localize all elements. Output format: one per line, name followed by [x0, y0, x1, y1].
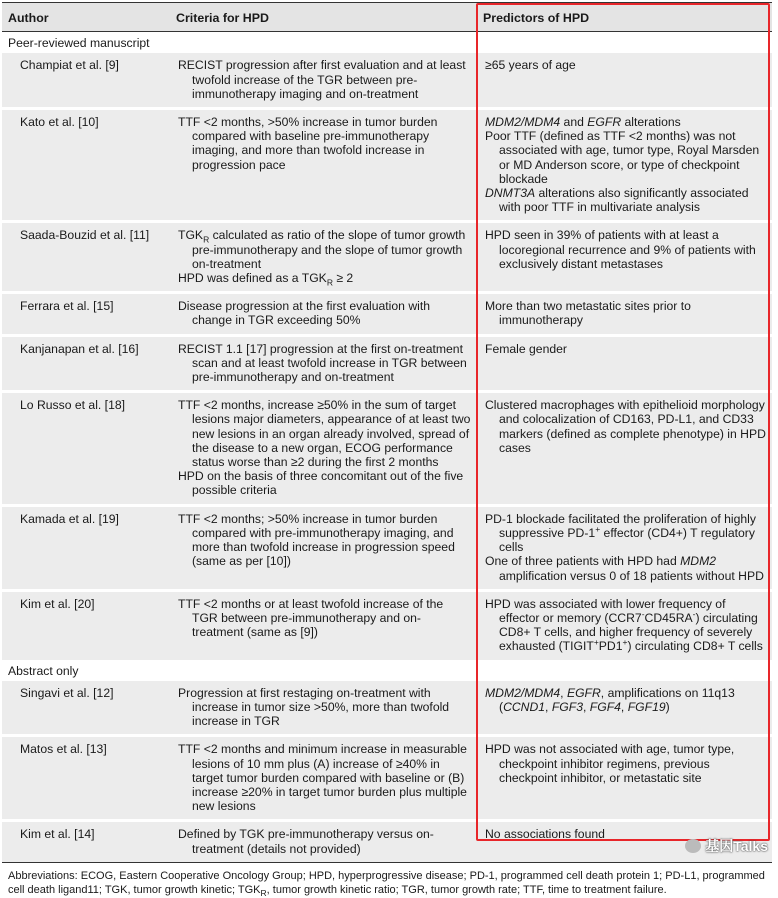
predictor-text: More than two metastatic sites prior to immunotherapy: [485, 299, 691, 328]
table-row: [2, 392, 772, 505]
text-span: , amplifications on 11q13 (: [499, 685, 735, 714]
table-header-row: [2, 3, 772, 32]
criteria-text: TTF <2 months and minimum increase in measurable lesions of 10 mm plus (A) increase of ≥40% in target tumor burden compared with baseline or (B) increase ≥20% in target tumor burden plus multiple new lesions: [178, 742, 467, 814]
author-cell: Lo Russo et al. [18]: [2, 392, 170, 505]
table-row: [2, 681, 772, 736]
subscript: R: [326, 277, 333, 288]
table-row: [2, 821, 772, 862]
section-row: [2, 32, 772, 54]
criteria-text: Progression at first restaging on-treatment with increase in tumor size >50%, more than twofold increase in TGR: [178, 685, 450, 729]
criteria-text: HPD on the basis of three concomitant out of the five possible criteria: [178, 469, 464, 498]
watermark-text: 基因Talks: [705, 838, 768, 854]
criteria-cell: [170, 505, 477, 590]
text-span: , tumor growth kinetic ratio; TGR, tumor growth rate; TTF, time to treatment failure.: [266, 883, 667, 896]
author-cell: Kim et al. [20]: [2, 590, 170, 659]
table-row: [2, 505, 772, 590]
author-cell: Kato et al. [10]: [2, 109, 170, 222]
predictor-cell: [477, 109, 772, 222]
predictor-text: [485, 554, 766, 582]
author-cell: Singavi et al. [12]: [2, 681, 170, 736]
author-cell: Saada-Bouzid et al. [11]: [2, 222, 170, 293]
criteria-cell: [170, 736, 477, 821]
criteria-cell: [170, 392, 477, 505]
criteria-text: TTF <2 months or at least twofold increase of the TGR between pre-immunotherapy and on-treatment (same as [9]): [178, 596, 444, 640]
text-span: Abbreviations: ECOG, Eastern Cooperative Oncology Group; HPD, hyperprogressive disease; PD-1, programmed cell death protein 1; PD-L1, programmed cell death ligand11; TGK, tumor growth kinetic; TGK: [8, 869, 765, 896]
predictor-cell: [477, 681, 772, 736]
table-row: [2, 335, 772, 392]
gene-name: MDM2: [680, 554, 716, 569]
text-span: and: [560, 115, 588, 130]
predictor-cell: [477, 505, 772, 590]
criteria-text: Defined by TGK pre-immunotherapy versus on-treatment (details not provided): [178, 827, 434, 856]
text-span: ,: [560, 685, 567, 700]
criteria-text: TTF <2 months, increase ≥50% in the sum of target lesions major diameters, appearance of at least two new lesions in an organ already involved, spread of the disease to a new organ, ECOG performance status worse than ≥2 during the first 2 months: [178, 398, 471, 470]
predictor-text: Poor TTF (defined as TTF <2 months) was not associated with age, tumor type, Royal Marsden or MD Anderson score, or type of checkpoint blockade: [485, 129, 760, 186]
text-span: effector (CD4+) T regulatory cells: [499, 525, 755, 555]
text-span: ,: [582, 699, 590, 714]
predictor-cell: [477, 335, 772, 392]
superscript: +: [593, 637, 599, 648]
criteria-text: TTF <2 months, >50% increase in tumor burden compared with baseline pre-immunotherapy imaging, and more than twofold increase in progression pace: [178, 115, 438, 172]
predictor-text: [485, 512, 766, 555]
predictor-text: HPD was not associated with age, tumor type, checkpoint inhibitor regimens, previous checkpoint inhibitor, or metastatic site: [485, 742, 735, 785]
text-span: ,: [545, 699, 552, 714]
superscript: -: [692, 608, 696, 619]
text-span: PD-1 blockade facilitated the proliferation of highly suppressive PD-1: [485, 511, 756, 540]
header-author: Author: [2, 3, 170, 32]
gene-name: EGFR: [587, 115, 622, 130]
text-span: ): [665, 699, 670, 714]
header-predictors: Predictors of HPD: [477, 3, 772, 32]
subscript: R: [260, 887, 267, 898]
criteria-text: RECIST 1.1 [17] progression at the first on-treatment scan and at least twofold increase in TGR between pre-immunotherapy and on-treatment: [178, 341, 467, 385]
text-span: CD45RA: [644, 610, 693, 625]
superscript: +: [622, 637, 628, 648]
text-span: PD1: [598, 639, 623, 654]
watermark: [685, 836, 768, 856]
gene-name: DNMT3A: [485, 186, 536, 201]
table-row: [2, 590, 772, 659]
text-span: ) circulating CD8+ T cells: [627, 639, 763, 654]
criteria-cell: [170, 222, 477, 293]
section-label: Peer-reviewed manuscript: [2, 32, 772, 54]
criteria-text: Disease progression at the first evaluation with change in TGR exceeding 50%: [178, 299, 431, 328]
gene-name: FGF19: [627, 699, 666, 714]
predictor-text: Female gender: [485, 341, 567, 356]
text-span: calculated as ratio of the slope of tumor growth pre-immunotherapy and the slope of tumor growth on-treatment: [192, 228, 466, 271]
predictor-cell: [477, 736, 772, 821]
author-cell: Kanjanapan et al. [16]: [2, 335, 170, 392]
text-span: TGK: [178, 228, 204, 243]
gene-name: FGF4: [589, 699, 621, 714]
author-cell: Champiat et al. [9]: [2, 53, 170, 108]
text-span: ,: [620, 699, 628, 714]
header-criteria: Criteria for HPD: [170, 3, 477, 32]
criteria-text: TTF <2 months; >50% increase in tumor burden compared with pre-immunotherapy imaging, and more than twofold increase in progression speed (same as per [10]): [178, 511, 455, 569]
text-span: amplification versus 0 of 18 patients without HPD: [499, 568, 764, 583]
criteria-text: [178, 228, 471, 271]
predictor-text: [485, 597, 766, 654]
criteria-cell: [170, 335, 477, 392]
superscript: +: [595, 523, 601, 534]
author-cell: Matos et al. [13]: [2, 736, 170, 821]
text-span: One of three patients with HPD had: [485, 554, 681, 569]
predictor-cell: [477, 590, 772, 659]
criteria-cell: [170, 293, 477, 335]
criteria-cell: [170, 109, 477, 222]
predictor-text: No associations found: [485, 827, 605, 842]
predictor-cell: [477, 53, 772, 108]
criteria-text: [178, 271, 471, 288]
table-row: [2, 736, 772, 821]
table-row: [2, 53, 772, 108]
criteria-text: RECIST progression after first evaluation and at least twofold increase of the TGR between pre-immunotherapy imaging and on-treatment: [178, 58, 466, 101]
predictor-text: [485, 686, 766, 714]
superscript: -: [641, 608, 645, 619]
gene-name: MDM2/MDM4: [485, 115, 561, 130]
text-span: HPD was associated with lower frequency of effector or memory (CCR7: [485, 596, 726, 625]
section-label: Abstract only: [2, 660, 772, 681]
author-cell: Kamada et al. [19]: [2, 505, 170, 590]
table-row: [2, 109, 772, 222]
gene-name: MDM2/MDM4: [485, 685, 561, 700]
table-row: [2, 222, 772, 293]
author-cell: Ferrara et al. [15]: [2, 293, 170, 335]
table-row: [2, 293, 772, 335]
criteria-cell: [170, 590, 477, 659]
gene-name: FGF3: [551, 699, 583, 714]
text-span: ≥ 2: [332, 271, 354, 286]
predictor-text: HPD seen in 39% of patients with at least a locoregional recurrence and 9% of patients with exclusively distant metastases: [485, 228, 756, 271]
gene-name: EGFR: [566, 685, 601, 700]
text-span: alterations also significantly associated with poor TTF in multivariate analysis: [499, 186, 749, 215]
hpd-table-figure: [2, 2, 772, 897]
predictor-text: Clustered macrophages with epithelioid morphology and colocalization of CD163, PD-L1, and CD33 markers (defined as complete phenotype) in HPD cases: [485, 398, 766, 455]
predictor-text: [485, 186, 766, 214]
gene-name: CCND1: [503, 699, 546, 714]
criteria-cell: [170, 681, 477, 736]
predictor-text: [485, 115, 766, 129]
predictor-cell: [477, 293, 772, 335]
text-span: HPD was defined as a TGK: [178, 271, 327, 286]
hpd-table: [2, 2, 772, 863]
criteria-cell: [170, 53, 477, 108]
text-span: alterations: [621, 115, 681, 130]
subscript: R: [203, 234, 210, 245]
criteria-cell: [170, 821, 477, 862]
predictor-text: ≥65 years of age: [485, 58, 576, 73]
wechat-logo-icon: [685, 839, 701, 853]
author-cell: Kim et al. [14]: [2, 821, 170, 862]
predictor-cell: [477, 222, 772, 293]
table-footnote: [2, 863, 772, 897]
text-span: ) circulating CD8+ T cells, and higher frequency of severely exhausted (TIGIT: [499, 610, 758, 654]
section-row: [2, 660, 772, 681]
predictor-cell: [477, 392, 772, 505]
